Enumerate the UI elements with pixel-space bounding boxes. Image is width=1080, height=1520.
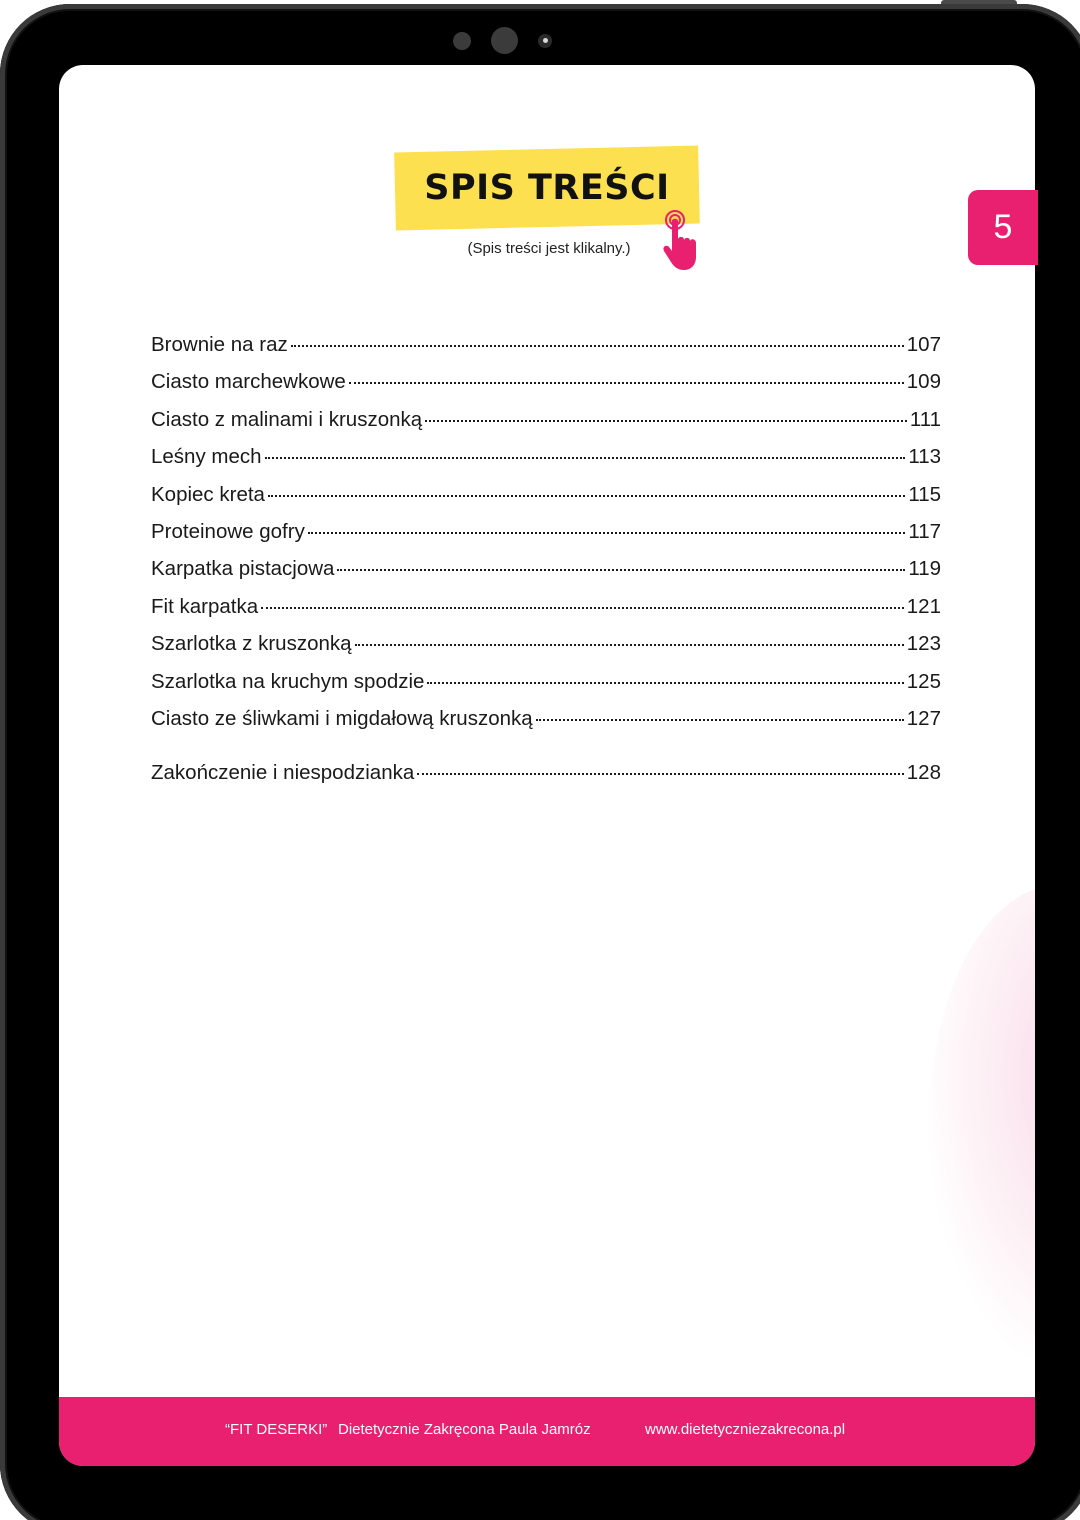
toc-entry[interactable] bbox=[151, 761, 941, 798]
dot-leader bbox=[268, 495, 905, 497]
toc-entry[interactable] bbox=[151, 520, 941, 557]
camera-lens bbox=[538, 34, 552, 48]
tablet-frame bbox=[0, 4, 1080, 1520]
toc-entry[interactable] bbox=[151, 707, 941, 744]
subtitle: (Spis treści jest klikalny.) bbox=[467, 240, 631, 257]
toc-entry-title: Ciasto marchewkowe bbox=[151, 370, 346, 394]
toc-entry-title: Szarlotka na kruchym spodzie bbox=[151, 669, 425, 693]
dot-leader bbox=[536, 719, 904, 721]
dot-leader bbox=[265, 457, 906, 459]
toc-entry-page: 128 bbox=[906, 761, 941, 785]
page-title: SPIS TREŚCI bbox=[424, 168, 670, 208]
dot-leader bbox=[261, 607, 904, 609]
screen bbox=[59, 65, 1035, 1466]
decorative-watercolor bbox=[929, 885, 1035, 1365]
table-of-contents bbox=[151, 333, 941, 799]
toc-entry-title: Leśny mech bbox=[151, 445, 262, 469]
footer-author: Dietetycznie Zakręcona Paula Jamróz bbox=[338, 1421, 591, 1438]
toc-entry-page: 115 bbox=[908, 482, 941, 506]
toc-entry-page: 123 bbox=[906, 632, 941, 656]
toc-entry-title: Brownie na raz bbox=[151, 333, 288, 356]
footer-brand: “FIT DESERKI” bbox=[225, 1421, 328, 1438]
dot-leader bbox=[427, 682, 903, 684]
toc-entry[interactable] bbox=[151, 632, 941, 669]
toc-entry-title: Ciasto ze śliwkami i migdałową kruszonką bbox=[151, 706, 533, 730]
toc-entry-title: Fit karpatka bbox=[151, 594, 259, 618]
toc-entry[interactable] bbox=[151, 595, 941, 632]
dot-leader bbox=[291, 345, 904, 347]
footer-website[interactable]: www.dietetyczniezakrecona.pl bbox=[645, 1421, 846, 1438]
toc-entry[interactable] bbox=[151, 445, 941, 482]
toc-entry[interactable] bbox=[151, 370, 941, 407]
toc-entry-page: 121 bbox=[906, 594, 941, 618]
toc-entry-page: 125 bbox=[906, 669, 941, 693]
toc-entry[interactable] bbox=[151, 333, 941, 370]
toc-entry-page: 109 bbox=[906, 370, 941, 394]
toc-entry[interactable] bbox=[151, 670, 941, 707]
sensor-dot bbox=[453, 32, 471, 50]
dot-leader bbox=[425, 420, 907, 422]
toc-entry-title: Karpatka pistacjowa bbox=[151, 557, 335, 581]
toc-entry-page: 111 bbox=[909, 407, 941, 431]
dot-leader bbox=[355, 644, 904, 646]
footer bbox=[59, 1397, 1035, 1466]
toc-entry-page: 119 bbox=[908, 557, 941, 581]
dot-leader bbox=[308, 532, 905, 534]
toc-entry-page: 117 bbox=[908, 519, 941, 543]
toc-entry-title: Proteinowe gofry bbox=[151, 519, 305, 543]
toc-entry-page: 107 bbox=[906, 333, 941, 356]
toc-entry-page: 113 bbox=[908, 445, 941, 469]
toc-entry-title: Ciasto z malinami i kruszonką bbox=[151, 407, 423, 431]
toc-entry[interactable] bbox=[151, 557, 941, 594]
toc-entry[interactable] bbox=[151, 408, 941, 445]
toc-entry-page: 127 bbox=[906, 706, 941, 730]
dot-leader bbox=[349, 382, 904, 384]
toc-entry-title: Szarlotka z kruszonką bbox=[151, 632, 352, 656]
toc-entry-title: Zakończenie i niespodzianka bbox=[151, 761, 415, 785]
toc-entry[interactable] bbox=[151, 483, 941, 520]
dot-leader bbox=[337, 569, 905, 571]
page-number-tab: 5 bbox=[968, 190, 1038, 265]
front-camera bbox=[491, 27, 518, 54]
toc-entry-title: Kopiec kreta bbox=[151, 482, 265, 506]
dot-leader bbox=[417, 773, 904, 775]
